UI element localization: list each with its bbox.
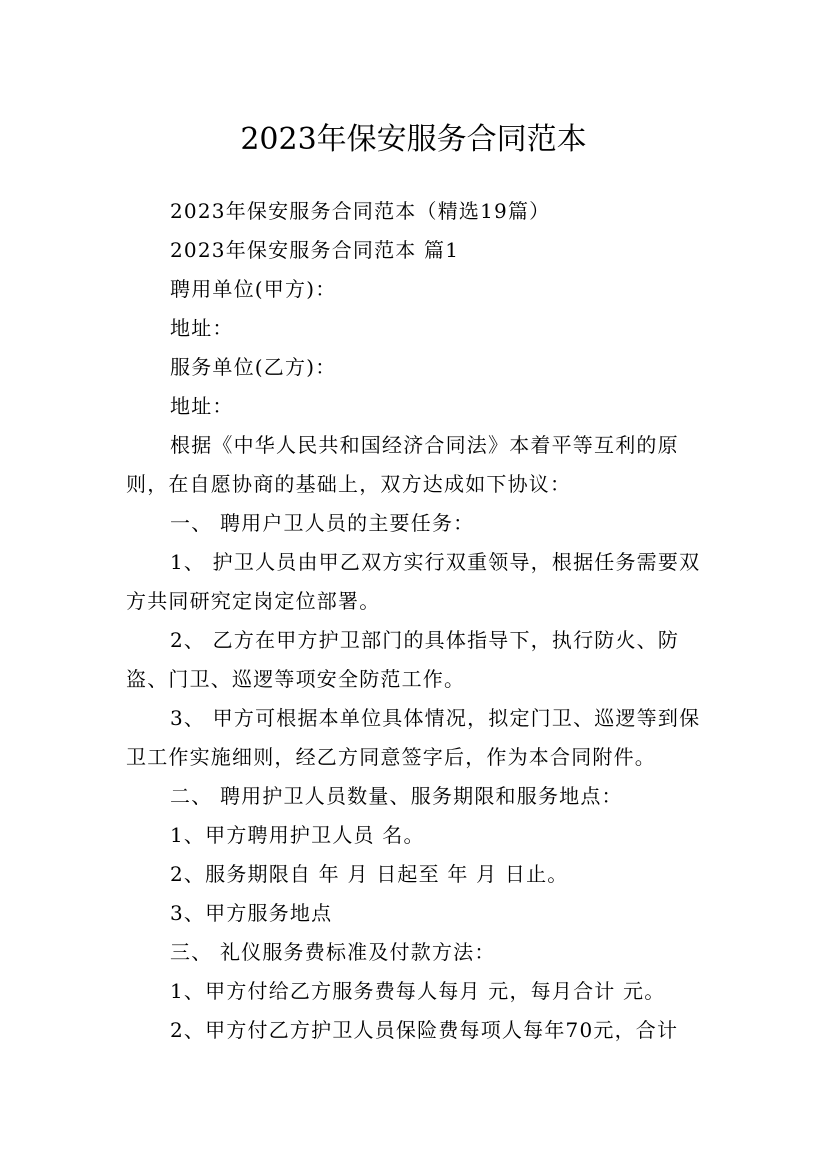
paragraph-item-2-2: 2、服务期限自 年 月 日起至 年 月 日止。 — [170, 862, 569, 886]
paragraph-address-b: 地址： — [170, 394, 234, 418]
paragraph-item-2-1: 1、甲方聘用护卫人员 名。 — [170, 823, 425, 847]
paragraph-item-1-1: 1、 护卫人员由甲乙双方实行双重领导，根据任务需要双方共同研究定岗定位部署。 — [126, 550, 701, 613]
document-title: 2023年保安服务合同范本 — [240, 122, 587, 158]
paragraph-preamble: 根据《中华人民共和国经济合同法》本着平等互利的原则，在自愿协商的基础上，双方达成如下协议： — [126, 433, 679, 496]
paragraph-party-b: 服务单位(乙方)： — [170, 355, 337, 379]
paragraph-article-2: 二、 聘用护卫人员数量、服务期限和服务地点： — [170, 784, 623, 808]
paragraph-item-2-3: 3、甲方服务地点 — [170, 901, 333, 925]
paragraph-section-heading: 2023年保安服务合同范本 篇1 — [170, 238, 460, 262]
document-body — [126, 192, 716, 1050]
paragraph-party-a: 聘用单位(甲方)： — [170, 277, 337, 301]
paragraph-address-a: 地址： — [170, 316, 234, 340]
paragraph-item-1-2: 2、 乙方在甲方护卫部门的具体指导下，执行防火、防盗、门卫、巡逻等项安全防范工作。 — [126, 628, 680, 691]
paragraph-item-1-3: 3、 甲方可根据本单位具体情况，拟定门卫、巡逻等到保卫工作实施细则，经乙方同意签字后，作为本合同附件。 — [126, 706, 701, 769]
paragraph-subtitle: 2023年保安服务合同范本（精选19篇） — [170, 199, 551, 223]
paragraph-item-3-1: 1、甲方付给乙方服务费每人每月 元，每月合计 元。 — [170, 979, 666, 1003]
paragraph-article-3: 三、 礼仪服务费标准及付款方法： — [170, 940, 496, 964]
paragraph-item-3-2: 2、甲方付乙方护卫人员保险费每项人每年70元，合计 — [170, 1018, 679, 1042]
paragraph-article-1: 一、 聘用户卫人员的主要任务： — [170, 511, 475, 535]
